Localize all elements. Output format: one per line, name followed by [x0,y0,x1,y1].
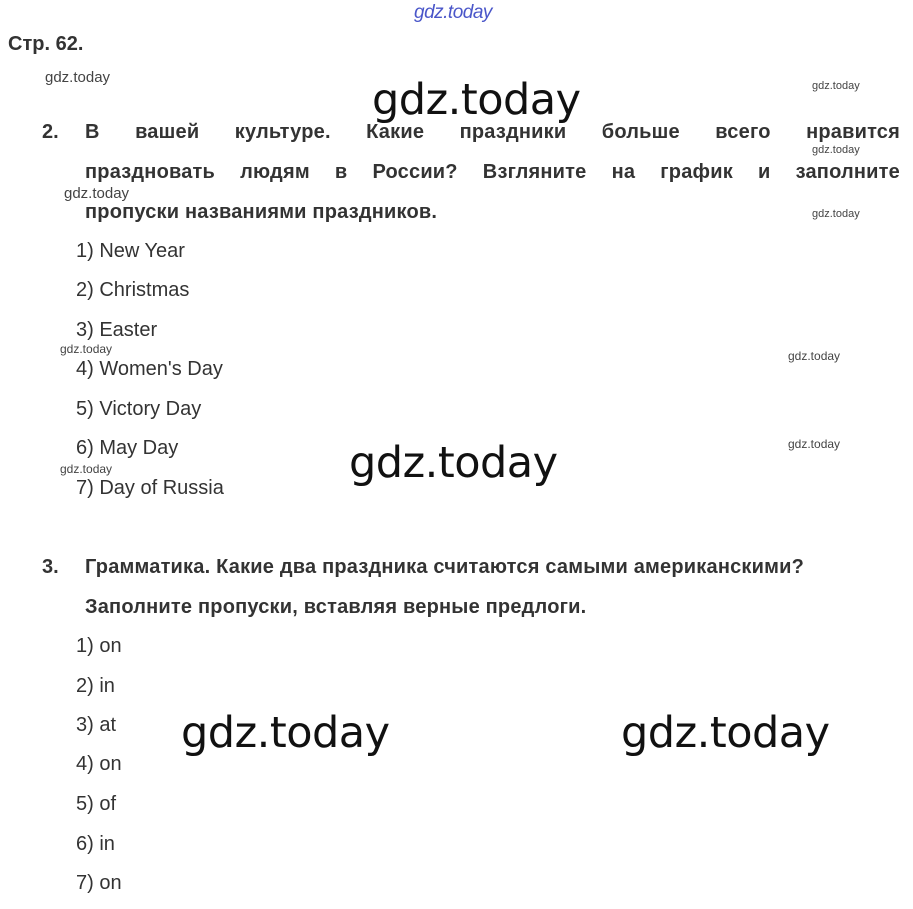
task-2-answer: 2) Christmas [76,279,190,301]
task-3-number: 3. [42,556,59,578]
page-number: Стр. 62. [8,33,84,55]
watermark-large: gdz.today [181,708,390,758]
watermark-large: gdz.today [372,75,581,125]
task-3-answer: 4) on [76,753,122,775]
task-2-number: 2. [42,121,59,143]
watermark-top: gdz.today [414,2,492,23]
task-2-text-line: В вашей культуре. Какие праздники больше всего нравится [85,121,900,143]
task-3-answer: 6) in [76,833,115,855]
task-2-text-line: праздновать людям в России? Взгляните на график и заполните [85,161,900,183]
task-2-answer: 3) Easter [76,319,158,341]
watermark-tiny: gdz.today [60,462,113,476]
watermark-tiny: gdz.today [812,80,860,92]
watermark-large: gdz.today [621,708,830,758]
task-3-answer: 3) at [76,714,117,736]
watermark-tiny: gdz.today [788,437,841,451]
watermark-tiny: gdz.today [788,349,841,363]
task-2-answer: 7) Day of Russia [76,477,224,499]
watermark-tiny: gdz.today [60,342,113,356]
watermark: gdz.today [45,69,111,86]
task-3-text-line: Заполните пропуски, вставляя верные предлоги. [85,596,587,618]
watermark: gdz.today [64,185,130,202]
task-3-text-line: Грамматика. Какие два праздника считаются самыми американскими? [85,556,805,578]
task-3-answer: 1) on [76,635,122,657]
watermark-tiny: gdz.today [812,208,860,220]
task-2-answer: 6) May Day [76,437,179,459]
task-3-answer: 7) on [76,872,122,894]
watermark-tiny: gdz.today [812,144,860,156]
task-2-text-line: пропуски названиями праздников. [85,201,438,223]
task-2-answer: 1) New Year [76,240,185,262]
task-3-answer: 5) of [76,793,117,815]
task-3-answer: 2) in [76,675,115,697]
watermark-large: gdz.today [349,438,558,488]
task-2-answer: 5) Victory Day [76,398,202,420]
task-2-answer: 4) Women's Day [76,358,223,380]
